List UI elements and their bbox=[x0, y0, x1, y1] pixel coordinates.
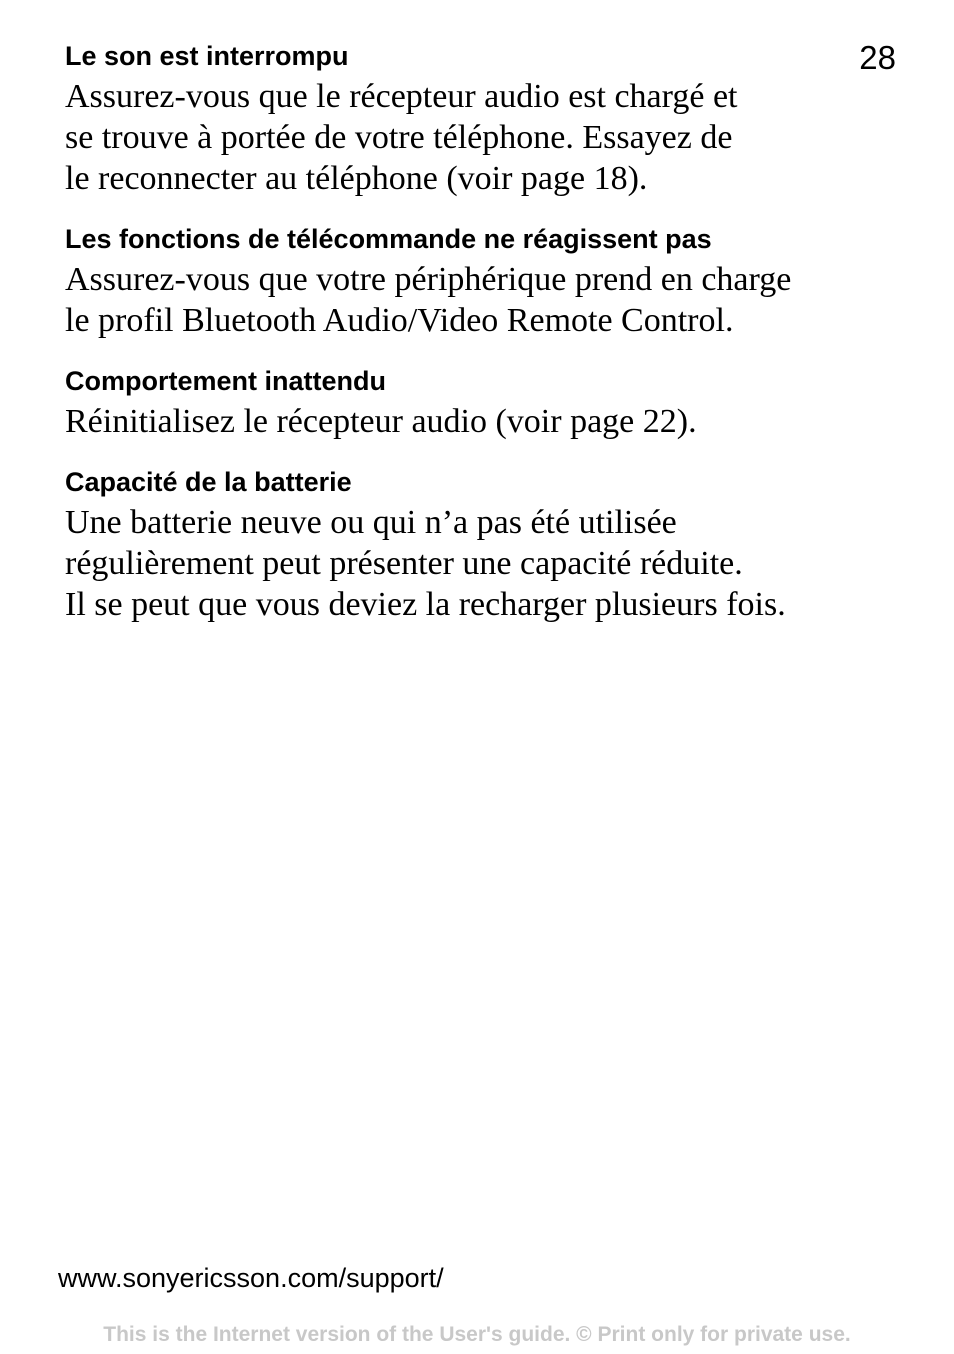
section-heading: Le son est interrompu bbox=[65, 41, 349, 71]
paragraph-line: le profil Bluetooth Audio/Video Remote Control. bbox=[65, 302, 734, 339]
section-remote-control bbox=[65, 219, 865, 341]
paragraph-line: se trouve à portée de votre téléphone. Essayez de bbox=[65, 119, 733, 156]
page-number: 28 bbox=[859, 39, 896, 76]
section-heading: Comportement inattendu bbox=[65, 366, 386, 396]
paragraph-line: Une batterie neuve ou qui n’a pas été utilisée bbox=[65, 504, 677, 541]
section-unexpected-behavior bbox=[65, 361, 865, 442]
document-body bbox=[65, 36, 865, 645]
paragraph-line: Réinitialisez le récepteur audio (voir page 22). bbox=[65, 403, 697, 440]
copyright-note: This is the Internet version of the User's guide. © Print only for private use. bbox=[103, 1323, 851, 1346]
section-heading: Capacité de la batterie bbox=[65, 467, 352, 497]
section-sound-interrupted bbox=[65, 36, 865, 199]
support-url: www.sonyericsson.com/support/ bbox=[58, 1263, 444, 1293]
section-battery-capacity bbox=[65, 462, 865, 625]
paragraph-line: Assurez-vous que votre périphérique prend en charge bbox=[65, 261, 792, 298]
paragraph-line: Il se peut que vous deviez la recharger plusieurs fois. bbox=[65, 586, 786, 623]
section-heading: Les fonctions de télécommande ne réagissent pas bbox=[65, 224, 712, 254]
paragraph-line: régulièrement peut présenter une capacité réduite. bbox=[65, 545, 743, 582]
paragraph-line: Assurez-vous que le récepteur audio est chargé et bbox=[65, 78, 738, 115]
paragraph-line: le reconnecter au téléphone (voir page 18). bbox=[65, 160, 648, 197]
